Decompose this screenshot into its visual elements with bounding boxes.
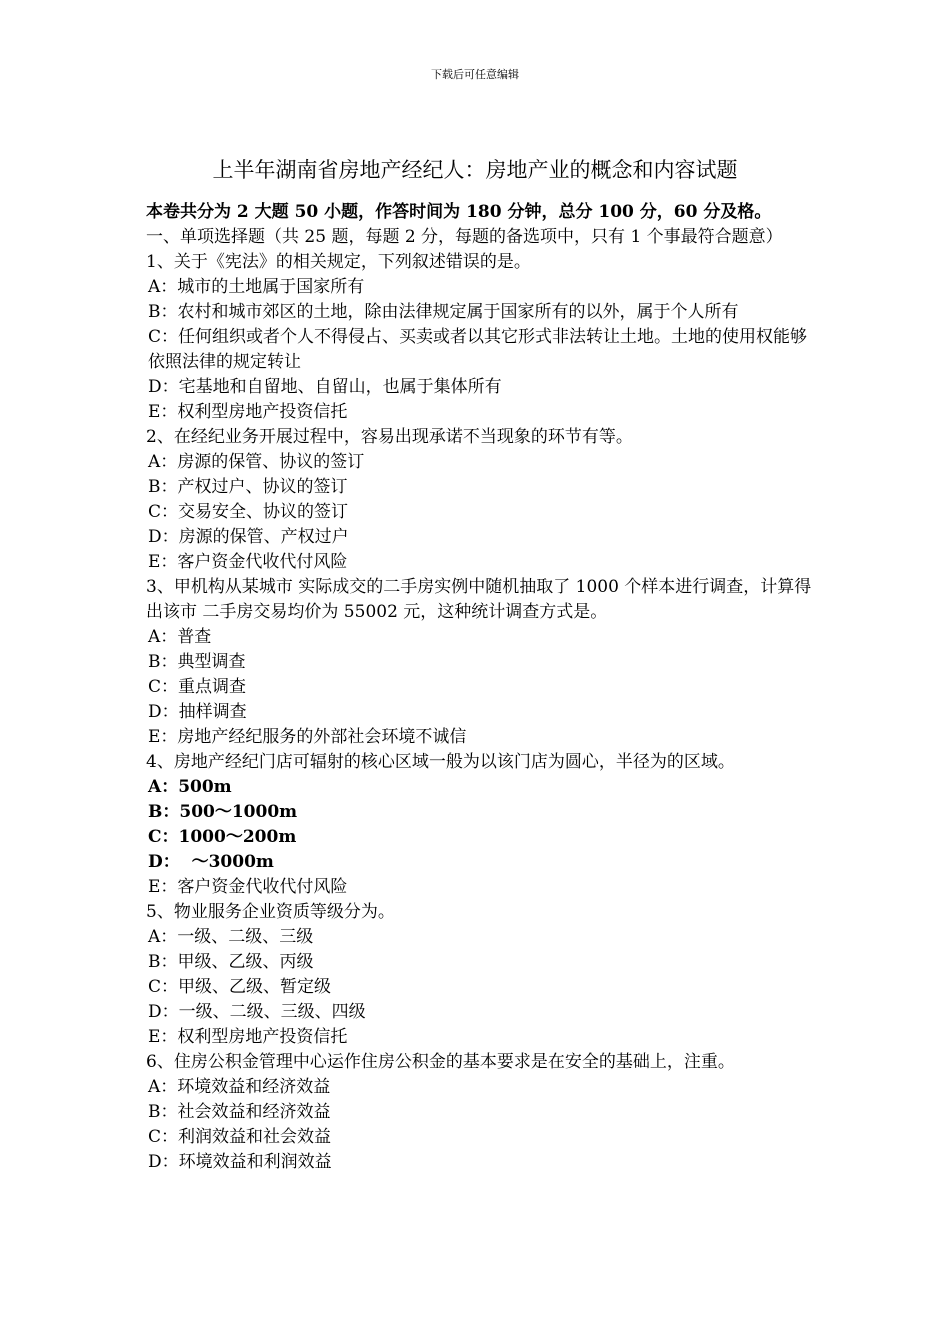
option-c: C：重点调查 — [148, 677, 247, 697]
option-b: B：社会效益和经济效益 — [148, 1102, 331, 1122]
option-b: B：产权过户、协议的签订 — [148, 477, 348, 497]
question-stem: 6、住房公积金管理中心运作住房公积金的基本要求是在安全的基础上，注重。 — [146, 1052, 735, 1072]
option-d: D： ～3000m — [148, 852, 274, 872]
page-header: 下载后可任意编辑 — [431, 68, 519, 81]
option-a: A：一级、二级、三级 — [148, 927, 314, 947]
option-d: D：房源的保管、产权过户 — [148, 527, 349, 547]
option-c: C：交易安全、协议的签订 — [148, 502, 349, 522]
question-stem: 5、物业服务企业资质等级分为。 — [146, 902, 395, 922]
option-e: E：客户资金代收代付风险 — [148, 552, 348, 572]
question-stem: 2、在经纪业务开展过程中，容易出现承诺不当现象的环节有等。 — [146, 427, 633, 447]
option-a: A：城市的土地属于国家所有 — [148, 277, 365, 297]
option-b: B：农村和城市郊区的土地，除由法律规定属于国家所有的以外，属于个人所有 — [148, 302, 739, 322]
question-1 — [146, 250, 818, 425]
option-a: A：500m — [148, 777, 232, 797]
option-d: D：抽样调查 — [148, 702, 247, 722]
option-d: D：宅基地和自留地、自留山，也属于集体所有 — [148, 377, 502, 397]
option-c: C：利润效益和社会效益 — [148, 1127, 332, 1147]
option-a: A：房源的保管、协议的签订 — [148, 452, 365, 472]
question-4 — [146, 750, 818, 900]
option-b: B：典型调查 — [148, 652, 246, 672]
question-5 — [146, 900, 818, 1050]
question-stem: 4、房地产经纪门店可辐射的核心区域一般为以该门店为圆心，半径为的区域。 — [146, 752, 735, 772]
option-a: A：环境效益和经济效益 — [148, 1077, 331, 1097]
exam-intro: 本卷共分为 2 大题 50 小题，作答时间为 180 分钟，总分 100 分，60 分及格。 — [146, 202, 772, 222]
option-c: C：1000～200m — [148, 827, 297, 847]
option-d: D：环境效益和利润效益 — [148, 1152, 332, 1172]
option-b: B：甲级、乙级、丙级 — [148, 952, 314, 972]
option-c: C：任何组织或者个人不得侵占、买卖或者以其它形式非法转让土地。土地的使用权能够依照法律的规定转让 — [148, 327, 808, 372]
option-a: A：普查 — [148, 627, 212, 647]
option-c: C：甲级、乙级、暂定级 — [148, 977, 332, 997]
question-stem: 1、关于《宪法》的相关规定，下列叙述错误的是。 — [146, 252, 531, 272]
document-body — [146, 200, 818, 1175]
option-e: E：客户资金代收代付风险 — [148, 877, 348, 897]
page-title: 上半年湖南省房地产经纪人：房地产业的概念和内容试题 — [212, 158, 738, 182]
question-stem: 3、甲机构从某城市 实际成交的二手房实例中随机抽取了 1000 个样本进行调查，计算得出该市 二手房交易均价为 55002 元，这种统计调查方式是。 — [146, 577, 812, 622]
question-2 — [146, 425, 818, 575]
option-e: E：权利型房地产投资信托 — [148, 1027, 348, 1047]
question-3 — [146, 575, 818, 750]
option-d: D：一级、二级、三级、四级 — [148, 1002, 366, 1022]
option-e: E：权利型房地产投资信托 — [148, 402, 348, 422]
option-b: B：500～1000m — [148, 802, 298, 822]
section-heading: 一、单项选择题（共 25 题，每题 2 分，每题的备选项中，只有 1 个事最符合题意） — [146, 227, 783, 247]
option-e: E：房地产经纪服务的外部社会环境不诚信 — [148, 727, 467, 747]
question-6 — [146, 1050, 818, 1175]
